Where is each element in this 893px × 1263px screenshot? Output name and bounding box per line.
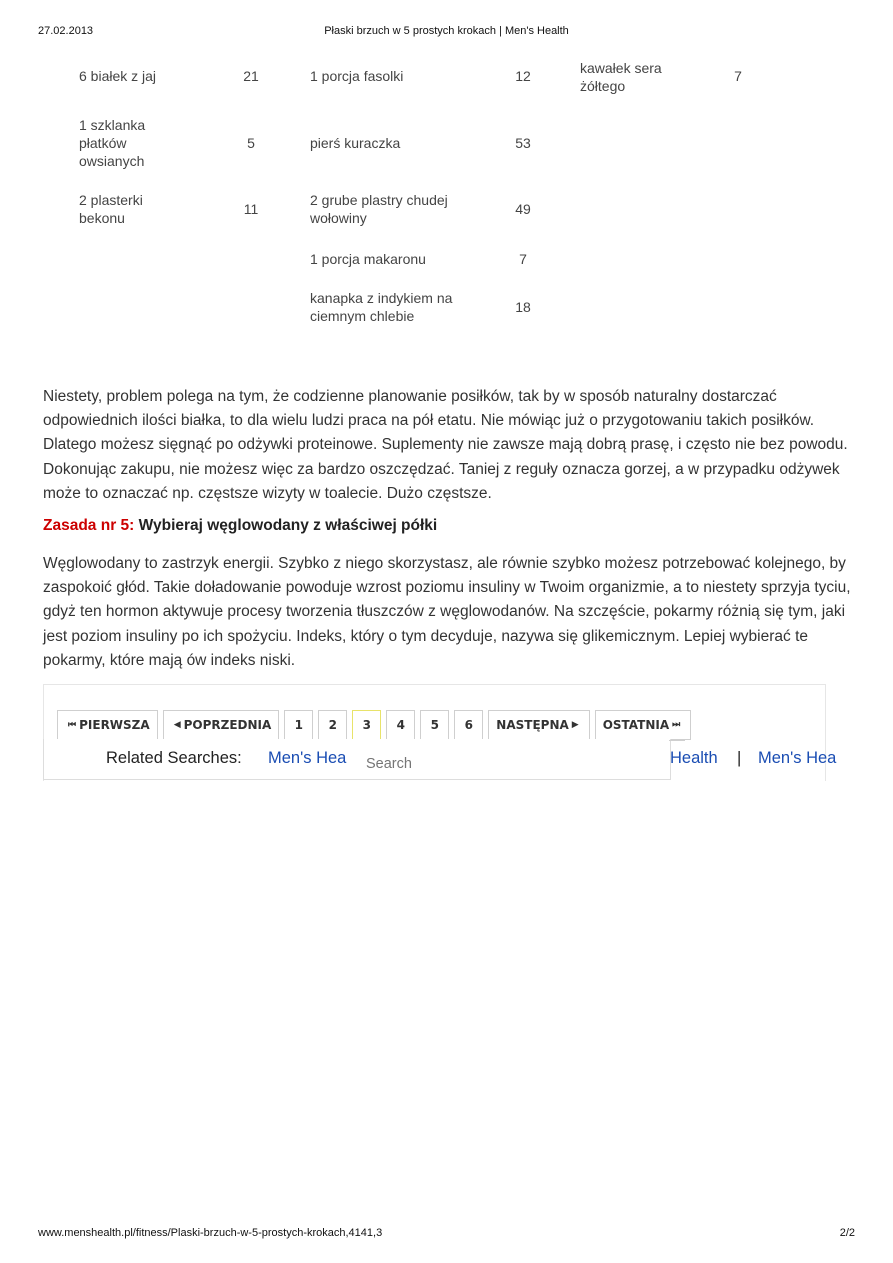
next-page-label: NASTĘPNA [496,718,569,732]
article-paragraph: Niestety, problem polega na tym, że codzienne planowanie posiłków, tak by w sposób naturalny dostarczać odpowiednich ilości białka, to dla wielu ludzi praca na pół etatu. Nie mówiąc już o przygotowaniu takich posiłków. Dlatego możesz sięgnąć po odżywki proteinowe. Suplementy nie zawsze mają dobrą prasę, i często nie bez powodu. Dokonując zakupu, nie możesz więc za bardzo oszczędzać. Taniej z reguły oznacza gorzej, a w przypadku odżywek może to oznaczać np. częstsze wizyty w toalecie. Dużo częstsze. [43,388,848,502]
related-link[interactable]: Health [670,749,718,767]
print-url: www.menshealth.pl/fitness/Plaski-brzuch-w-5-prostych-krokach,4141,3 [38,1227,383,1239]
table-cell-protein: 5 [247,135,255,151]
rule-label: Zasada nr 5: [43,517,135,534]
table-cell-food: 2 grube plastry chudej wołowiny [310,192,448,226]
table-cell-protein: 49 [515,201,531,217]
rule-title: Wybieraj węglowodany z właściwej półki [138,517,438,534]
table-cell-protein: 21 [243,68,259,84]
table-cell-food: kanapka z indykiem na ciemnym chlebie [310,290,453,324]
rule-heading [43,517,437,535]
frame-edge [669,740,685,742]
print-date: 27.02.2013 [38,25,94,37]
related-link[interactable]: Men's Hea [758,749,837,767]
last-page-button[interactable] [595,710,692,740]
page-4-button[interactable]: 4 [386,710,415,740]
print-page-title: Płaski brzuch w 5 prostych krokach | Men's Health [324,25,569,37]
table-cell-protein: 7 [519,251,527,267]
page-6-button[interactable]: 6 [454,710,483,740]
prev-page-label: POPRZEDNIA [183,718,272,732]
prev-page-button[interactable] [163,710,280,740]
chevron-right-icon: ▶ [571,720,579,730]
article-paragraph: Węglowodany to zastrzyk energii. Szybko z niego skorzystasz, ale równie szybko możesz potrzebować kolejnego, by zaspokoić głód. Takie doładowanie powoduje wzrost poziomu insuliny w Twoim organizmie, a to niestety sprzyja tyciu, gdyż ten hormon aktywuje procesy tworzenia tłuszczów z węglowodanów. Na szczęście, pokarmy różnią się tym, jaki jest poziom insuliny po ich spożyciu. Indeks, który o tym decyduje, nazywa się glikemicznym. Lepiej wybierać te pokarmy, które mają ów indeks niski. [43,555,851,669]
table-cell-food: 1 szklanka płatków owsianych [79,117,146,169]
page-2-button[interactable]: 2 [318,710,347,740]
table-cell-protein: 7 [734,68,742,84]
page-1-button[interactable]: 1 [284,710,313,740]
table-cell-food: kawałek sera żółtego [580,60,662,94]
table-cell-food: 1 porcja fasolki [310,68,404,84]
search-input[interactable] [358,744,668,776]
related-searches-label: Related Searches: [106,749,242,767]
related-link[interactable]: Men's Hea [268,749,347,767]
table-cell-protein: 11 [243,201,259,217]
table-cell-food: 1 porcja makaronu [310,251,426,267]
last-page-icon: ⏭ [672,720,681,730]
next-page-button[interactable] [488,710,589,740]
first-page-label: PIERWSZA [79,718,150,732]
last-page-label: OSTATNIA [602,718,670,732]
table-cell-food: pierś kuraczka [310,135,401,151]
table-cell-food: 6 białek z jaj [79,68,157,84]
table-cell-protein: 12 [515,68,531,84]
print-page-number: 2/2 [839,1227,855,1239]
chevron-left-icon: ◀ [173,720,181,730]
table-cell-food: 2 plasterki bekonu [79,192,143,226]
link-separator: | [737,749,742,767]
first-page-button[interactable] [57,710,158,740]
page-3-button[interactable]: 3 [352,710,381,740]
page-5-button[interactable]: 5 [420,710,449,740]
pagination [57,710,691,740]
first-page-icon: ⏮ [68,720,77,730]
table-cell-protein: 53 [515,135,531,151]
table-cell-protein: 18 [515,299,531,315]
